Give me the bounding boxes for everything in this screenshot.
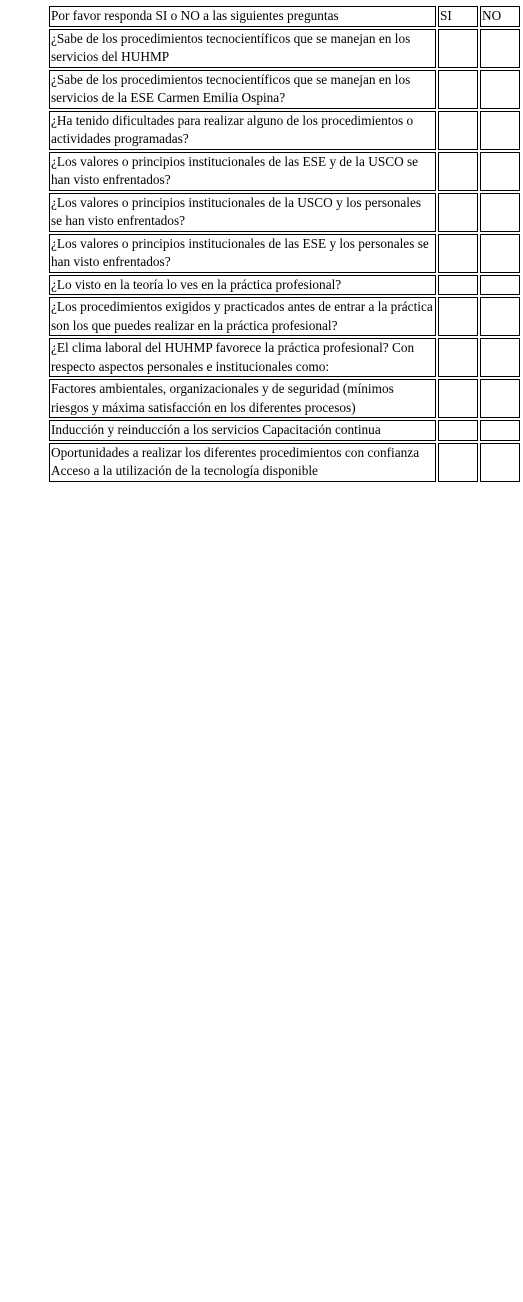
si-answer-cell[interactable] [438,193,478,232]
si-answer-cell[interactable] [438,338,478,377]
no-answer-cell[interactable] [480,275,520,296]
si-answer-cell[interactable] [438,443,478,482]
question-cell: ¿Los procedimientos exigidos y practicados antes de entrar a la práctica son los que puedes realizar en la práctica profesional? [49,297,436,336]
no-answer-cell[interactable] [480,193,520,232]
no-answer-cell[interactable] [480,420,520,441]
table-row [49,379,520,418]
table-row [49,338,520,377]
si-answer-cell[interactable] [438,275,478,296]
no-answer-cell[interactable] [480,234,520,273]
question-cell: ¿Los valores o principios institucionales de las ESE y los personales se han visto enfrentados? [49,234,436,273]
no-answer-cell[interactable] [480,379,520,418]
question-cell: ¿Ha tenido dificultades para realizar alguno de los procedimientos o actividades programadas? [49,111,436,150]
question-cell: Factores ambientales, organizacionales y de seguridad (mínimos riesgos y máxima satisfacción en los diferentes procesos) [49,379,436,418]
question-cell: ¿Los valores o principios institucionales de la USCO y los personales se han visto enfrentados? [49,193,436,232]
question-cell: ¿Sabe de los procedimientos tecnocientíficos que se manejan en los servicios de la ESE Carmen Emilia Ospina? [49,70,436,109]
si-answer-cell[interactable] [438,420,478,441]
question-cell: ¿Lo visto en la teoría lo ves en la práctica profesional? [49,275,436,296]
question-cell: Oportunidades a realizar los diferentes procedimientos con confianza Acceso a la utilización de la tecnología disponible [49,443,436,482]
table-row [49,297,520,336]
table-row [49,29,520,68]
question-cell: ¿Los valores o principios institucionales de las ESE y de la USCO se han visto enfrentados? [49,152,436,191]
table-row [49,193,520,232]
survey-table [47,4,522,484]
header-no-cell: NO [480,6,520,27]
table-row [49,275,520,296]
no-answer-cell[interactable] [480,152,520,191]
si-answer-cell[interactable] [438,70,478,109]
header-si-cell: SI [438,6,478,27]
si-answer-cell[interactable] [438,29,478,68]
no-answer-cell[interactable] [480,297,520,336]
no-answer-cell[interactable] [480,111,520,150]
no-answer-cell[interactable] [480,338,520,377]
no-answer-cell[interactable] [480,29,520,68]
si-answer-cell[interactable] [438,234,478,273]
question-cell: ¿Sabe de los procedimientos tecnocientíficos que se manejan en los servicios del HUHMP [49,29,436,68]
si-answer-cell[interactable] [438,379,478,418]
no-answer-cell[interactable] [480,70,520,109]
si-answer-cell[interactable] [438,111,478,150]
table-header-row [49,6,520,27]
si-answer-cell[interactable] [438,152,478,191]
table-row [49,111,520,150]
no-answer-cell[interactable] [480,443,520,482]
header-question-cell: Por favor responda SI o NO a las siguientes preguntas [49,6,436,27]
table-row [49,234,520,273]
si-answer-cell[interactable] [438,297,478,336]
question-cell: Inducción y reinducción a los servicios Capacitación continua [49,420,436,441]
table-row [49,152,520,191]
table-row [49,443,520,482]
table-row [49,70,520,109]
question-cell: ¿El clima laboral del HUHMP favorece la práctica profesional? Con respecto aspectos personales e institucionales como: [49,338,436,377]
table-row [49,420,520,441]
